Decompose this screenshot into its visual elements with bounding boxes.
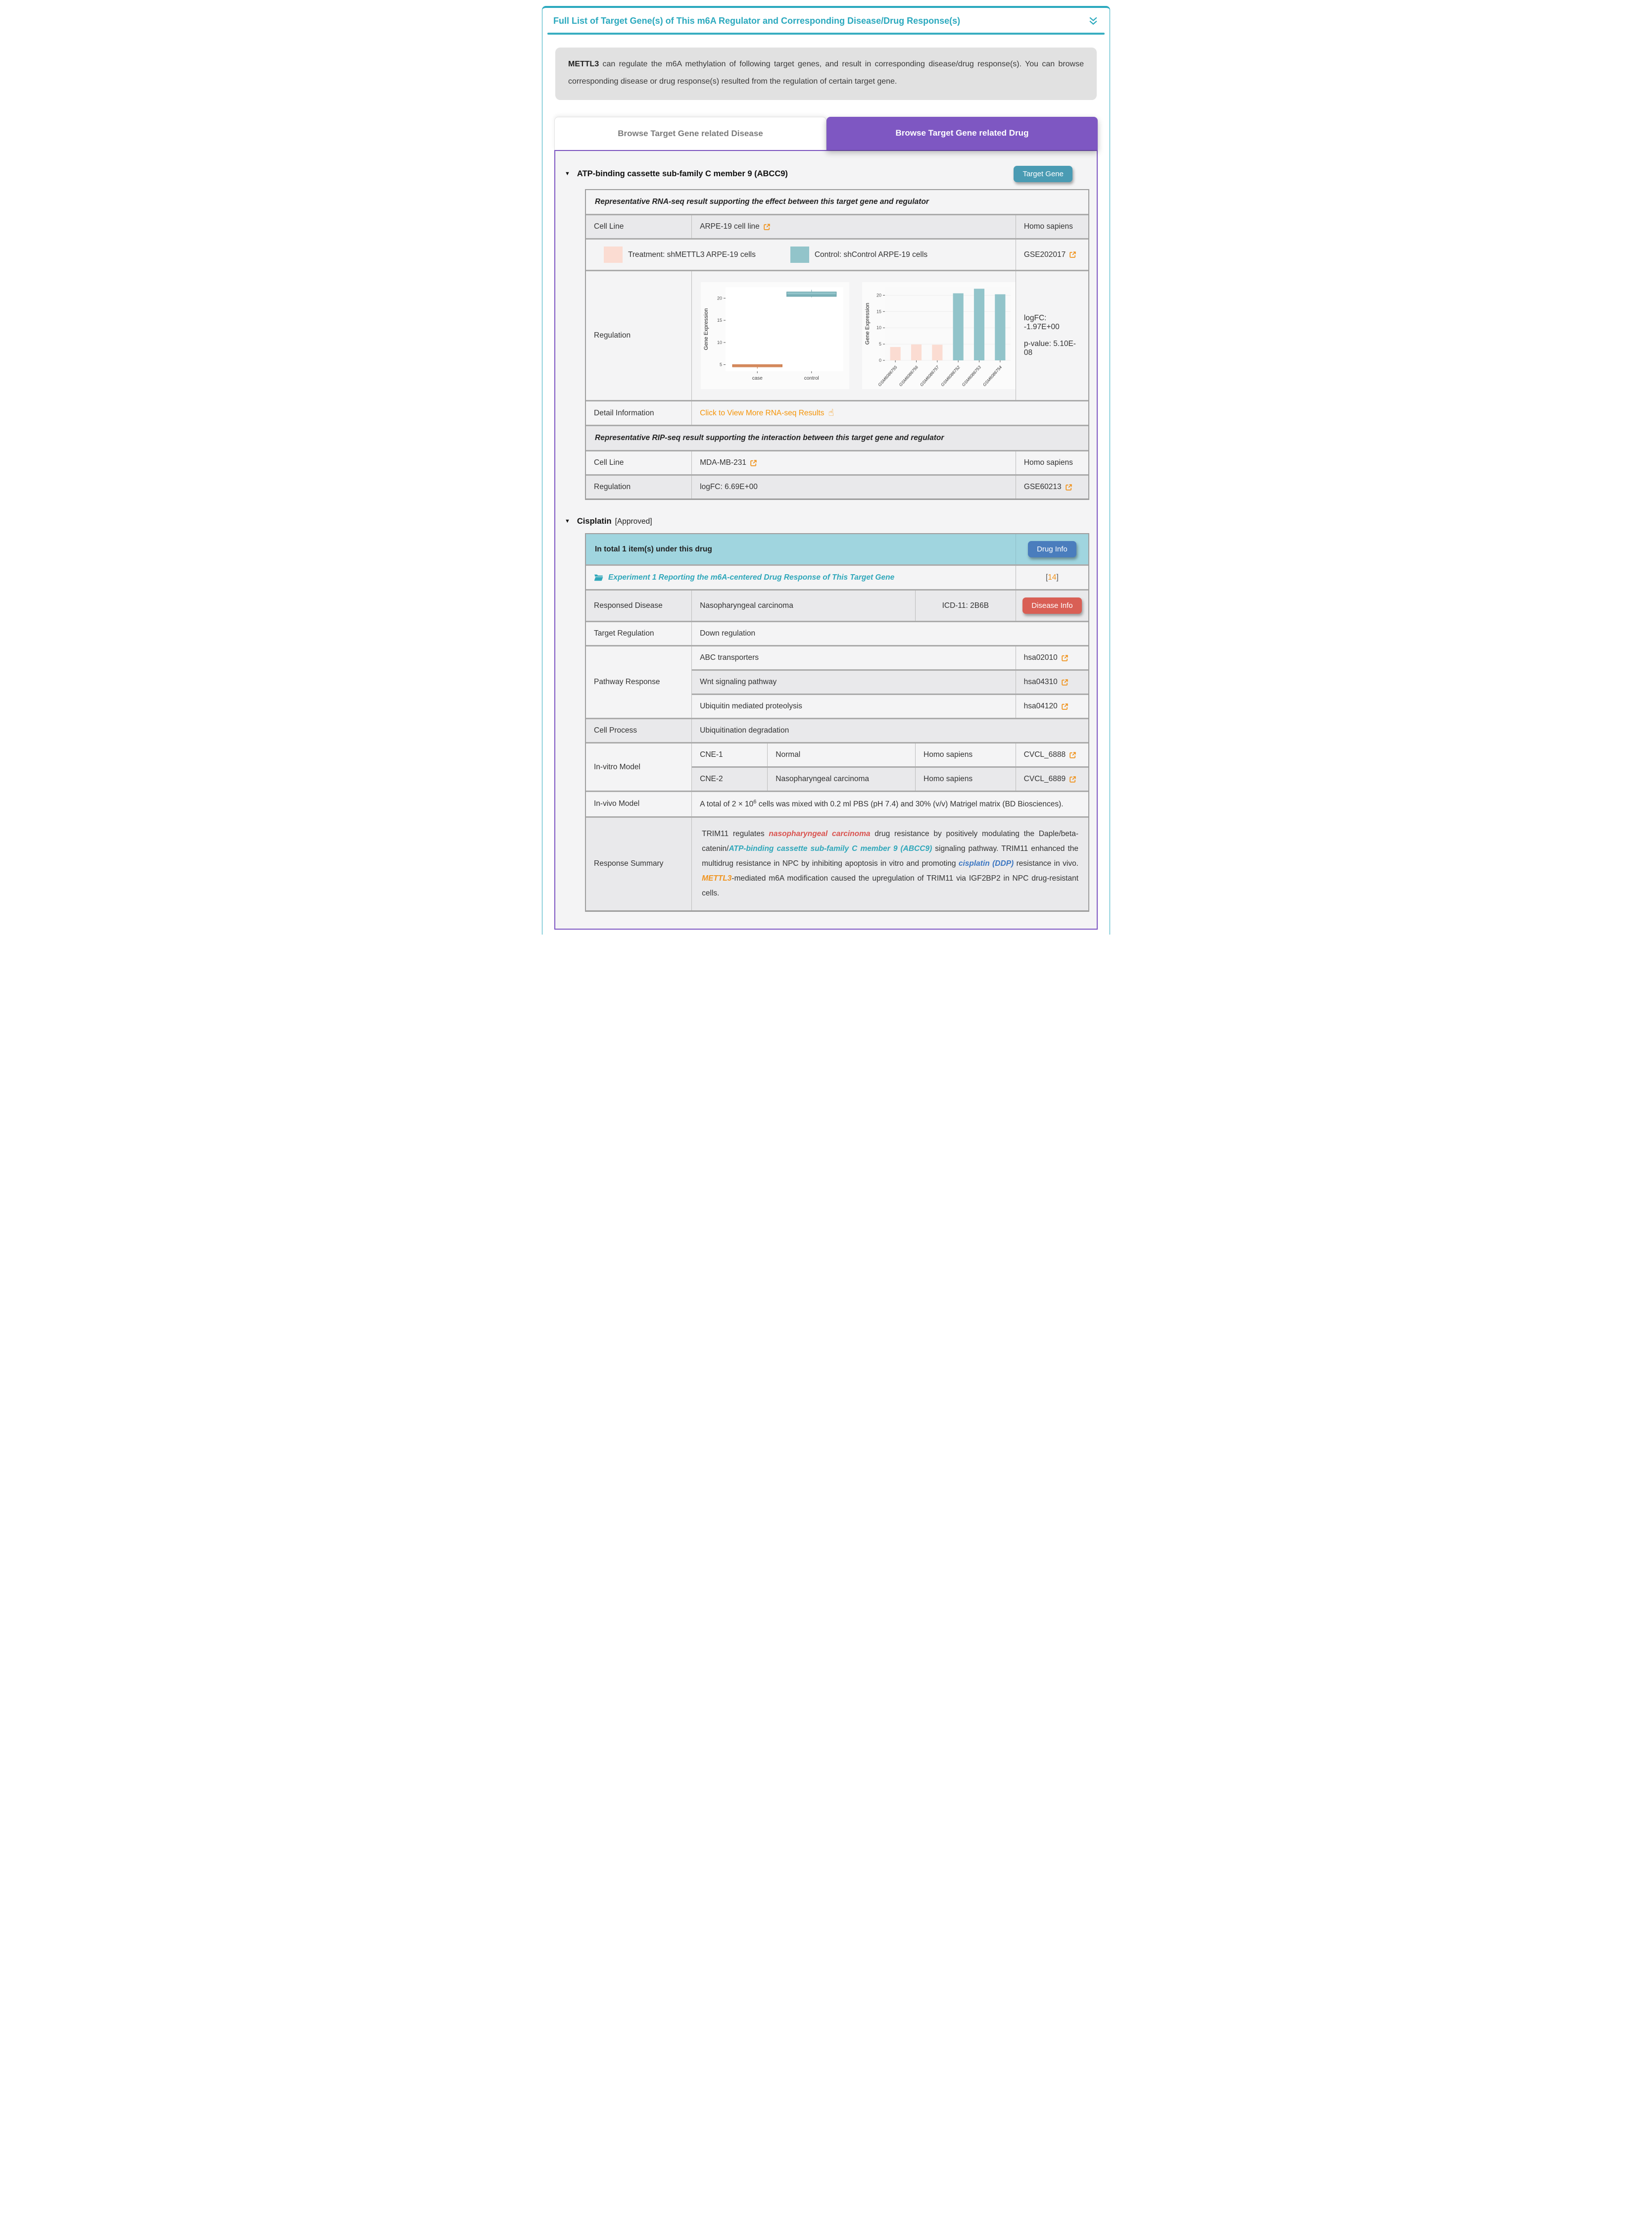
model-name: CNE-2 xyxy=(700,775,723,784)
caret-down-icon[interactable] xyxy=(565,171,570,177)
drug-total-text: In total 1 item(s) under this drug xyxy=(595,545,712,553)
geo-link[interactable]: GSE202017 xyxy=(1024,250,1076,259)
svg-text:10: 10 xyxy=(717,340,723,346)
pathway-name: Ubiquitin mediated proteolysis xyxy=(700,702,802,711)
model-species: Homo sapiens xyxy=(915,768,1016,791)
external-link-icon[interactable] xyxy=(1061,679,1069,686)
gene-evidence-table xyxy=(585,189,1089,500)
treatment-legend: Treatment: shMETTL3 ARPE-19 cells xyxy=(628,250,756,259)
tab-panel xyxy=(554,150,1098,929)
pathway-row xyxy=(692,694,1088,718)
pointer-hand-icon[interactable]: ☝ xyxy=(828,407,834,419)
regulation-charts xyxy=(691,271,1016,400)
rnaseq-cell-line-row xyxy=(586,214,1088,238)
logfc-value: logFC: -1.97E+00 xyxy=(1023,314,1060,332)
drug-section-head xyxy=(565,517,1089,526)
view-more-rnaseq-link[interactable]: Click to View More RNA-seq Results xyxy=(700,408,825,417)
ripseq-section-title: Representative RIP-seq result supporting the interaction between this target gene and regulator xyxy=(595,434,944,443)
rnaseq-section-header xyxy=(586,190,1088,214)
pvalue-value: p-value: 5.10E-08 xyxy=(1023,340,1076,357)
model-species: Homo sapiens xyxy=(915,744,1016,766)
target-gene-badge[interactable]: Target Gene xyxy=(1014,166,1072,182)
tab-drug[interactable]: Browse Target Gene related Drug xyxy=(826,117,1098,150)
external-link-icon[interactable] xyxy=(1061,703,1069,710)
target-regulation-value: Down regulation xyxy=(691,622,1088,645)
boxplot-chart xyxy=(701,282,849,389)
drug-name: Cisplatin xyxy=(577,517,612,526)
rip-species-value: Homo sapiens xyxy=(1016,451,1088,474)
gene-title: ATP-binding cassette sub-family C member 9 (ABCC9) xyxy=(577,169,788,179)
legend-cell xyxy=(586,240,1016,270)
svg-text:15: 15 xyxy=(717,318,723,323)
svg-text:GSM6086753: GSM6086753 xyxy=(961,365,982,388)
pathway-row xyxy=(692,646,1088,669)
cellosaurus-link[interactable]: CVCL_6889 xyxy=(1024,775,1076,784)
kegg-link[interactable]: hsa02010 xyxy=(1024,653,1069,662)
invitro-label: In-vitro Model xyxy=(594,762,640,771)
external-link-icon[interactable] xyxy=(763,223,771,231)
cell-line-value xyxy=(691,215,1016,238)
page xyxy=(537,6,1115,935)
svg-text:5: 5 xyxy=(879,342,882,347)
target-gene-card xyxy=(542,6,1110,935)
svg-text:Gene Expression: Gene Expression xyxy=(703,308,710,350)
svg-text:20: 20 xyxy=(717,296,723,301)
target-regulation-label: Target Regulation xyxy=(594,629,654,638)
regulation-row xyxy=(586,270,1088,400)
model-cvcl xyxy=(1016,768,1088,791)
regulation-label: Regulation xyxy=(594,331,631,340)
drug-total-row xyxy=(586,534,1088,564)
cell-line-link[interactable]: ARPE-19 cell line xyxy=(700,222,771,231)
cell-process-value: Ubiquitination degradation xyxy=(691,719,1088,742)
reference-cell: [14] xyxy=(1016,566,1088,589)
disease-label: Responsed Disease xyxy=(594,601,663,610)
detail-row xyxy=(586,400,1088,425)
tab-bar xyxy=(554,117,1098,150)
intro-text: can regulate the m6A methylation of following target genes, and result in corresponding disease/drug response(s). You can browse corresponding disease or drug response(s) resulted from the regulation of certain target gene. xyxy=(568,60,1084,86)
svg-text:GSM6086757: GSM6086757 xyxy=(919,365,940,388)
tab-disease[interactable]: Browse Target Gene related Disease xyxy=(554,117,826,150)
pathway-code xyxy=(1016,671,1088,694)
icd-code: ICD-11: 2B6B xyxy=(915,591,1016,621)
experiment-cell xyxy=(586,566,1016,589)
ripseq-regulation-row xyxy=(586,474,1088,498)
geo-accession xyxy=(1016,240,1088,270)
invivo-label: In-vivo Model xyxy=(594,799,640,808)
rip-logfc-value: logFC: 6.69E+00 xyxy=(691,476,1016,498)
pathway-name: ABC transporters xyxy=(700,653,759,662)
treatment-swatch xyxy=(604,247,623,263)
svg-text:20: 20 xyxy=(876,293,882,298)
responsed-disease-row xyxy=(586,589,1088,621)
detail-label: Detail Information xyxy=(594,408,654,417)
svg-text:10: 10 xyxy=(876,325,882,331)
collapse-chevrons-icon[interactable] xyxy=(1088,15,1099,26)
summary-label: Response Summary xyxy=(594,859,664,868)
disease-value: Nasopharyngeal carcinoma xyxy=(691,591,915,621)
ripseq-cell-line-row xyxy=(586,450,1088,474)
svg-text:case: case xyxy=(752,376,763,382)
disease-info-button[interactable]: Disease Info xyxy=(1022,597,1081,614)
model-name: CNE-1 xyxy=(700,750,723,759)
pathway-row xyxy=(692,669,1088,694)
cell-process-label: Cell Process xyxy=(594,726,637,735)
cell-line-label: Cell Line xyxy=(594,222,624,231)
disease-info-cell xyxy=(1016,591,1088,621)
rip-geo-accession xyxy=(1016,476,1088,498)
drug-info-button[interactable]: Drug Info xyxy=(1028,541,1076,557)
experiment-link[interactable]: Experiment 1 Reporting the m6A-centered Drug Response of This Target Gene xyxy=(594,573,894,582)
control-legend: Control: shControl ARPE-19 cells xyxy=(814,250,928,259)
caret-down-icon[interactable] xyxy=(565,519,570,524)
invitro-row xyxy=(692,766,1088,791)
rnaseq-section-title: Representative RNA-seq result supporting the effect between this target gene and regulator xyxy=(595,198,929,206)
pathway-label: Pathway Response xyxy=(594,678,660,687)
external-link-icon[interactable] xyxy=(1069,251,1076,258)
external-link-icon[interactable] xyxy=(1069,776,1076,783)
external-link-icon[interactable] xyxy=(750,459,757,467)
legend-row xyxy=(586,238,1088,270)
model-disease: Normal xyxy=(767,744,915,766)
rip-geo-link[interactable]: GSE60213 xyxy=(1024,483,1072,492)
external-link-icon[interactable] xyxy=(1069,751,1076,759)
experiment-row xyxy=(586,564,1088,589)
svg-text:5: 5 xyxy=(720,362,723,367)
regulation-stats xyxy=(1016,271,1088,400)
folder-icon xyxy=(594,573,603,582)
invivo-value: A total of $2 \times 10^6$ cells was mixed with 0.2 ml PBS (pH 7.4) and 30% (v/v) Matrigel matrix (BD Biosciences). xyxy=(691,792,1088,816)
invitro-row xyxy=(692,744,1088,766)
invitro-model-group xyxy=(586,742,1088,791)
intro-box xyxy=(555,48,1097,100)
ripseq-section-header xyxy=(586,425,1088,450)
invivo-model-row xyxy=(586,791,1088,816)
drug-response-table xyxy=(585,533,1089,911)
header-divider xyxy=(547,33,1105,35)
external-link-icon[interactable] xyxy=(1065,484,1072,491)
reference-link[interactable]: 14 xyxy=(1048,573,1057,582)
svg-text:Gene Expression: Gene Expression xyxy=(865,303,871,345)
bar-chart xyxy=(862,282,1016,389)
model-disease: Nasopharyngeal carcinoma xyxy=(767,768,915,791)
svg-text:GSM6086755: GSM6086755 xyxy=(877,365,898,388)
pathway-code xyxy=(1016,695,1088,718)
target-regulation-row xyxy=(586,621,1088,645)
rip-regulation-label: Regulation xyxy=(594,483,631,492)
regulator-name: METTL3 xyxy=(568,60,599,68)
card-header xyxy=(542,8,1110,33)
external-link-icon[interactable] xyxy=(1061,654,1069,662)
drug-info-cell xyxy=(1016,534,1088,564)
svg-text:GSM6086752: GSM6086752 xyxy=(940,365,961,388)
control-swatch xyxy=(790,247,809,263)
gene-section-head xyxy=(565,166,1089,182)
svg-text:GSM6086756: GSM6086756 xyxy=(898,365,920,388)
svg-text:control: control xyxy=(804,376,819,382)
species-value: Homo sapiens xyxy=(1016,215,1088,238)
svg-text:0: 0 xyxy=(879,358,882,363)
pathway-response-group xyxy=(586,645,1088,718)
page-title: Full List of Target Gene(s) of This m6A Regulator and Corresponding Disease/Drug Response(s) xyxy=(553,15,961,26)
kegg-link[interactable]: hsa04120 xyxy=(1024,702,1069,711)
rip-cell-line-link[interactable]: MDA-MB-231 xyxy=(700,458,757,467)
kegg-link[interactable]: hsa04310 xyxy=(1024,678,1069,687)
svg-text:GSM6086754: GSM6086754 xyxy=(981,365,1003,388)
response-summary-text: TRIM11 regulates nasopharyngeal carcinoma drug resistance by positively modulating the Daple/beta-catenin/ATP-binding cassette sub-family C member 9 (ABCC9) signaling pathway. TRIM11 enhanced the multidrug resistance in NPC by inhibiting apoptosis in vitro and promoting cisplatin (DDP) resistance in vivo. METTL3-mediated m6A modification caused the upregulation of TRIM11 via IGF2BP2 in NPC drug-resistant cells. xyxy=(691,818,1088,910)
detail-value xyxy=(691,401,1088,425)
drug-status: [Approved] xyxy=(615,517,652,526)
svg-text:15: 15 xyxy=(876,309,882,314)
model-cvcl xyxy=(1016,744,1088,766)
cellosaurus-link[interactable]: CVCL_6888 xyxy=(1024,750,1076,759)
rip-cell-line-value xyxy=(691,451,1016,474)
rip-cell-line-label: Cell Line xyxy=(594,458,624,467)
cell-process-row xyxy=(586,718,1088,742)
pathway-code xyxy=(1016,646,1088,669)
response-summary-row xyxy=(586,816,1088,910)
pathway-name: Wnt signaling pathway xyxy=(700,678,777,687)
